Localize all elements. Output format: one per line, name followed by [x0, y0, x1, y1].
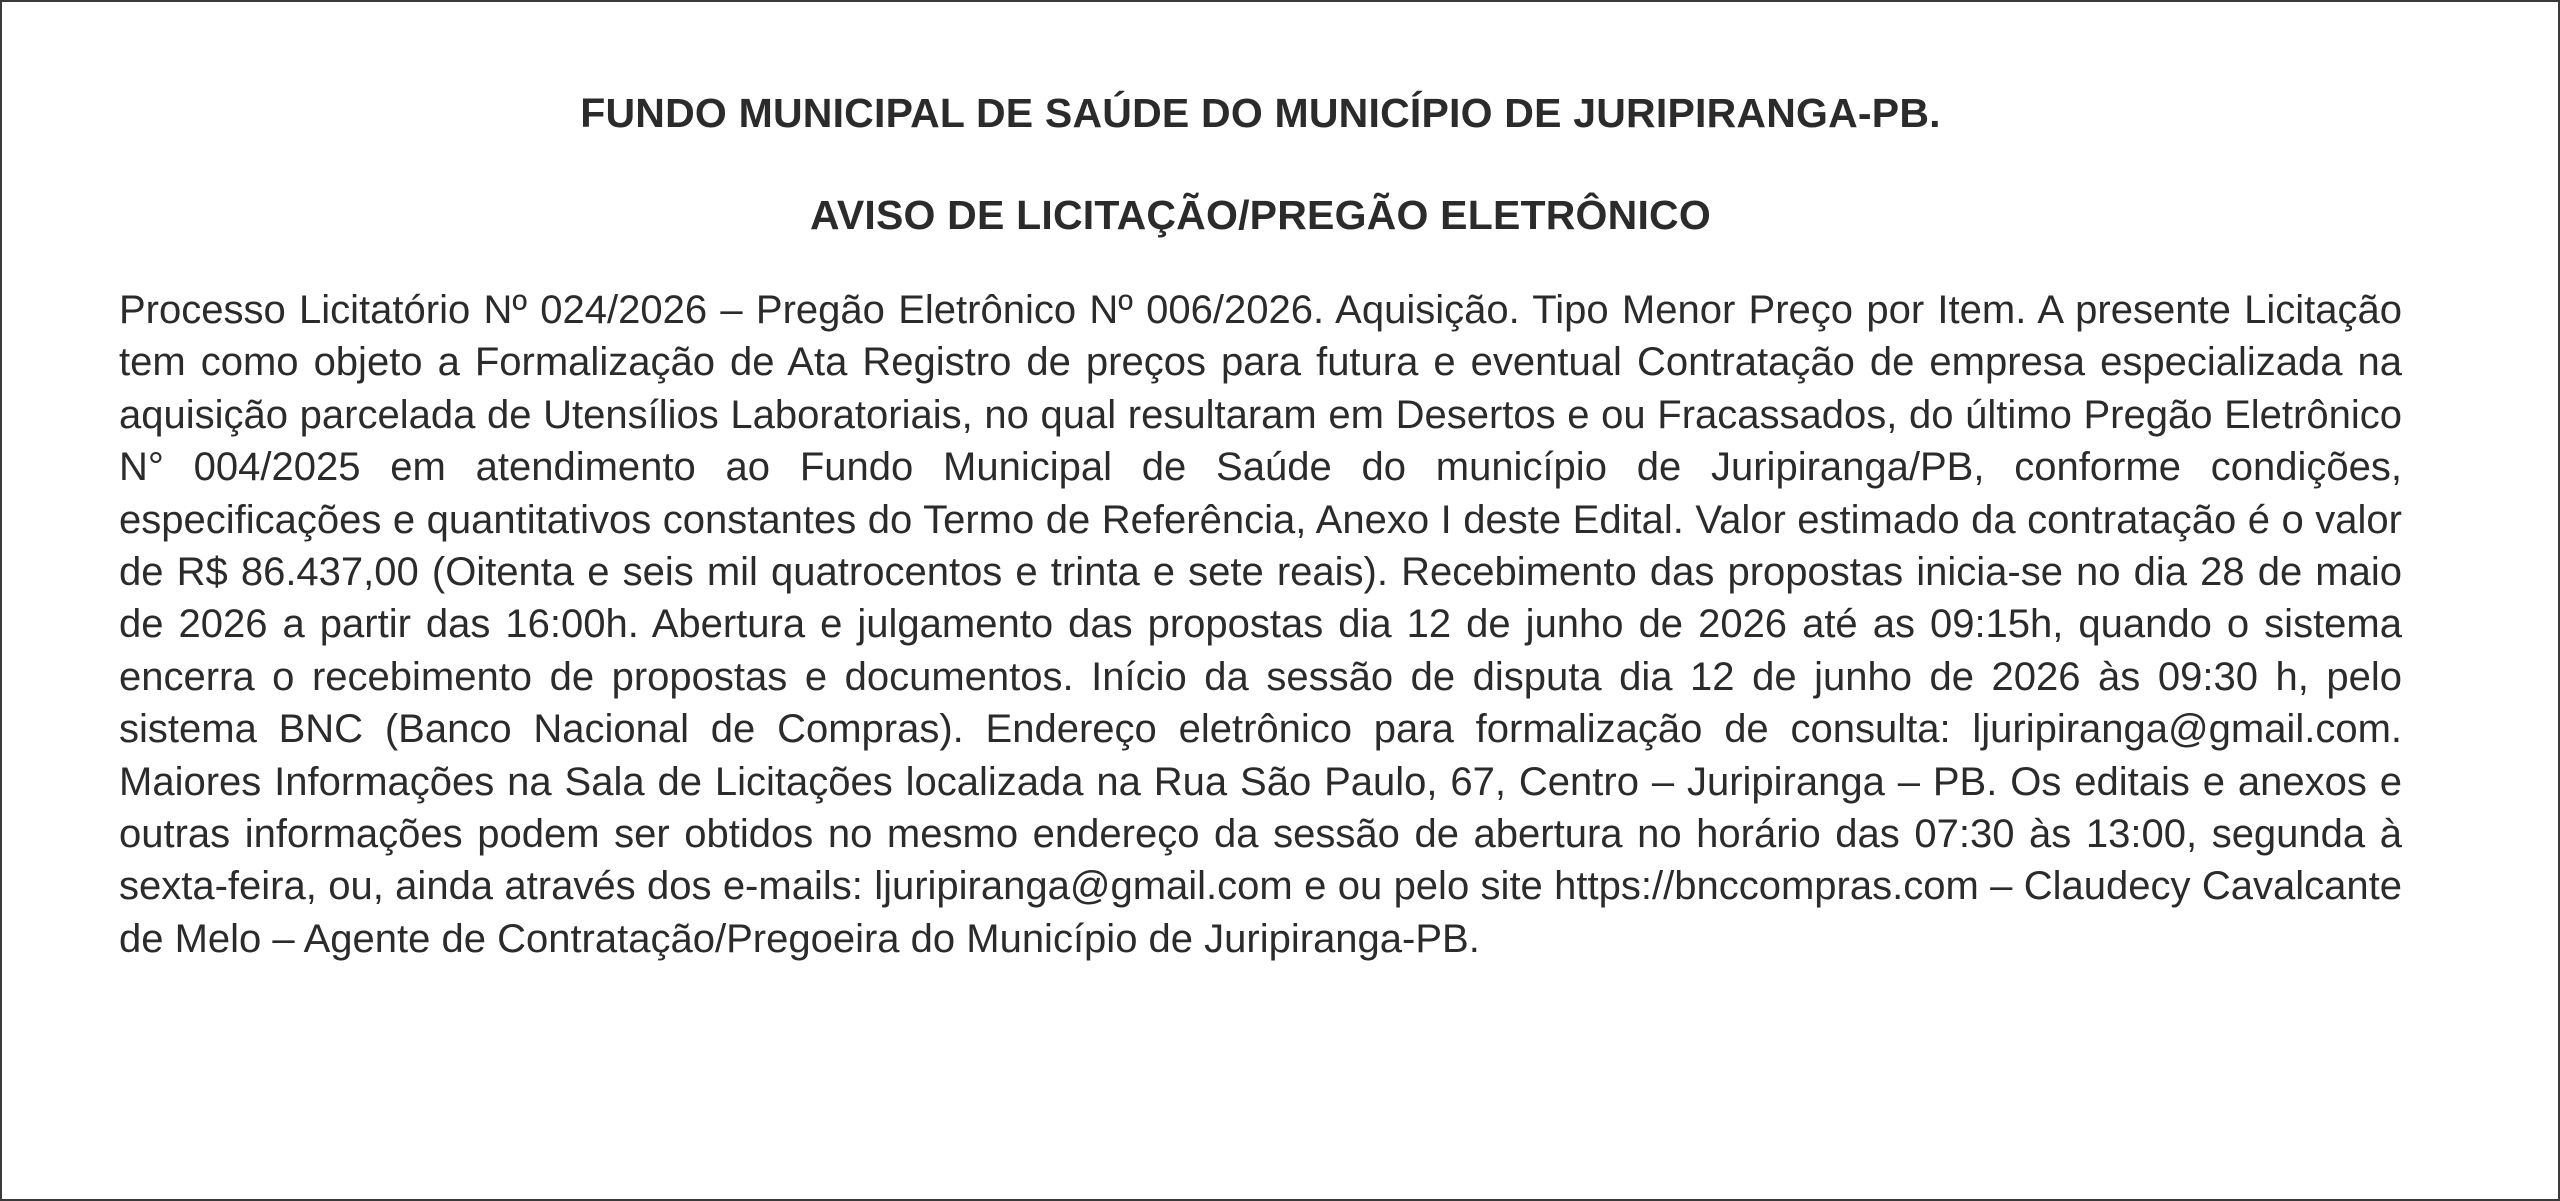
notice-content	[119, 84, 2402, 965]
notice-body: Processo Licitatório Nº 024/2026 – Pregão Eletrônico Nº 006/2026. Aquisição. Tipo Menor Preço por Item. A presente Licitação tem como objeto a Formalização de Ata Registro de preços para futura e eventual Contratação de empresa especializada na aquisição parcelada de Utensílios Laboratoriais, no qual resultaram em Desertos e ou Fracassados, do último Pregão Eletrônico N° 004/2025 em atendimento ao Fundo Municipal de Saúde do município de Juripiranga/PB, conforme condições, especificações e quantitativos constantes do Termo de Referência, Anexo I deste Edital. Valor estimado da contratação é o valor de R$ 86.437,00 (Oitenta e seis mil quatrocentos e trinta e sete reais). Recebimento das propostas inicia-se no dia 28 de maio de 2026 a partir das 16:00h. Abertura e julgamento das propostas dia 12 de junho de 2026 até as 09:15h, quando o sistema encerra o recebimento de propostas e documentos. Início da sessão de disputa dia 12 de junho de 2026 às 09:30 h, pelo sistema BNC (Banco Nacional de Compras). Endereço eletrônico para formalização de consulta: ljuripiranga@gmail.com. Maiores Informações na Sala de Licitações localizada na Rua São Paulo, 67, Centro – Juripiranga – PB. Os editais e anexos e outras informações podem ser obtidos no mesmo endereço da sessão de abertura no horário das 07:30 às 13:00, segunda à sexta-feira, ou, ainda através dos e-mails: ljuripiranga@gmail.com e ou pelo site https://bnccompras.com – Claudecy Cavalcante de Melo – Agente de Contratação/Pregoeira do Município de Juripiranga-PB.	[119, 288, 2402, 961]
notice-subtitle: AVISO DE LICITAÇÃO/PREGÃO ELETRÔNICO	[810, 192, 1711, 238]
notice-title: FUNDO MUNICIPAL DE SAÚDE DO MUNICÍPIO DE JURIPIRANGA-PB.	[580, 90, 1941, 136]
